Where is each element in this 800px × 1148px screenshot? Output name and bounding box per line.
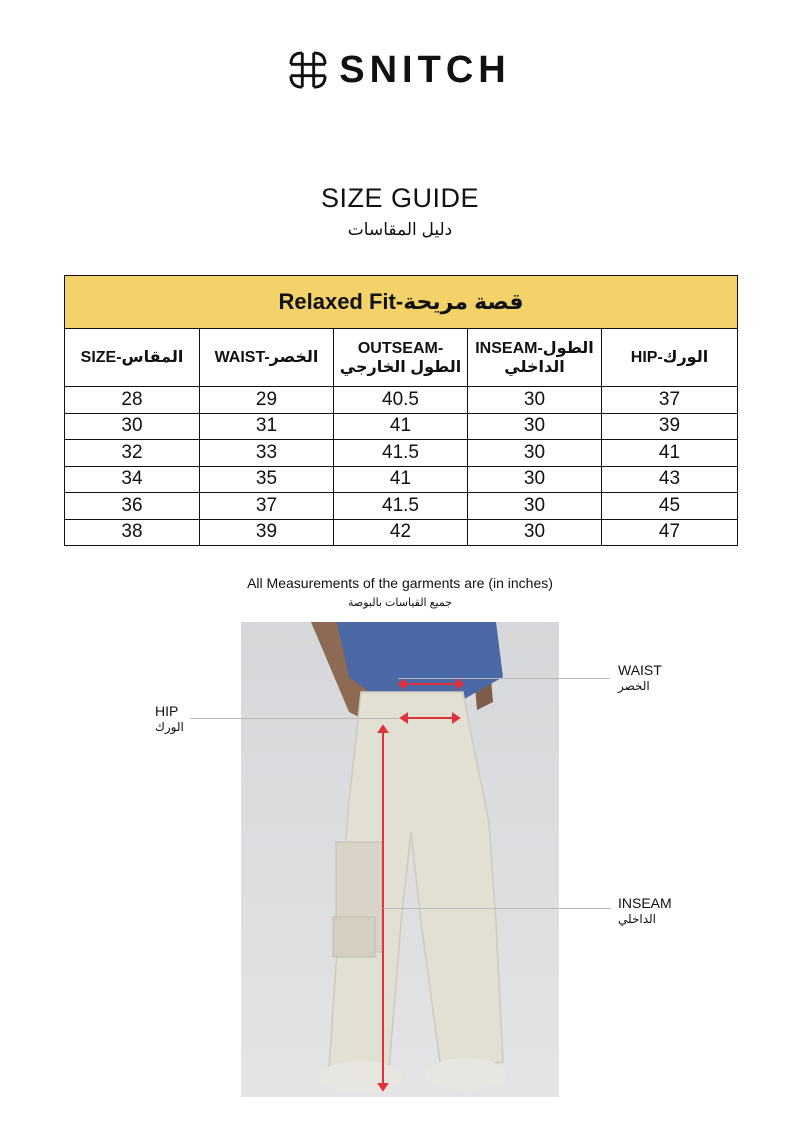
table-cell: 36 — [65, 493, 200, 520]
table-cell: 34 — [65, 466, 200, 493]
table-cell: 30 — [468, 466, 602, 493]
table-cell: 41 — [602, 440, 738, 467]
table-row — [65, 466, 738, 493]
column-header-waist: WAIST-الخصر — [200, 329, 334, 387]
table-cell: 47 — [602, 519, 738, 546]
table-cell: 41.5 — [334, 440, 468, 467]
inseam-label-en: INSEAM — [618, 895, 672, 911]
hip-guide-line — [190, 718, 400, 719]
column-header-outseam: OUTSEAM-الطول الخارجي — [334, 329, 468, 387]
size-table — [64, 275, 738, 546]
table-cell: 43 — [602, 466, 738, 493]
table-cell: 41.5 — [334, 493, 468, 520]
hip-label — [155, 703, 184, 735]
table-row — [65, 519, 738, 546]
page-title: SIZE GUIDE — [320, 183, 480, 213]
table-cell: 30 — [65, 413, 200, 440]
table-cell: 33 — [200, 440, 334, 467]
table-cell: 32 — [65, 440, 200, 467]
table-cell: 30 — [468, 519, 602, 546]
table-row — [65, 493, 738, 520]
table-cell: 30 — [468, 387, 602, 414]
waist-label-ar: الخصر — [618, 679, 650, 693]
column-header-inseam: INSEAM-الطول الداخلي — [468, 329, 602, 387]
table-cell: 42 — [334, 519, 468, 546]
brand-header — [0, 50, 800, 90]
hip-label-en: HIP — [155, 703, 179, 719]
product-photo — [241, 622, 559, 1097]
table-cell: 29 — [200, 387, 334, 414]
table-cell: 41 — [334, 413, 468, 440]
table-cell: 37 — [200, 493, 334, 520]
column-header-hip: HIP-الورك — [602, 329, 738, 387]
fit-label: Relaxed Fit-قصة مريحة — [65, 276, 738, 329]
table-cell: 35 — [200, 466, 334, 493]
cargo-pants-illustration — [241, 622, 559, 1097]
inseam-label-ar: الداخلي — [618, 912, 657, 926]
table-row — [65, 387, 738, 414]
inseam-guide-line — [383, 908, 611, 909]
table-cell: 30 — [468, 440, 602, 467]
table-cell: 39 — [602, 413, 738, 440]
inseam-label — [618, 895, 672, 927]
snitch-logo-icon — [289, 51, 327, 89]
table-cell: 41 — [334, 466, 468, 493]
brand-name: SNITCH — [339, 49, 511, 91]
table-cell: 40.5 — [334, 387, 468, 414]
measurement-note-arabic: جميع القياسات بالبوصة — [347, 597, 453, 609]
table-cell: 39 — [200, 519, 334, 546]
measurement-note: All Measurements of the garments are (in inches) — [247, 575, 553, 591]
table-cell: 30 — [468, 413, 602, 440]
waist-guide-line — [398, 678, 610, 679]
table-cell: 30 — [468, 493, 602, 520]
table-cell: 31 — [200, 413, 334, 440]
column-header-size: SIZE-المقاس — [65, 329, 200, 387]
waist-label — [618, 662, 662, 694]
table-cell: 28 — [65, 387, 200, 414]
table-row — [65, 413, 738, 440]
hip-label-ar: الورك — [155, 720, 184, 734]
table-cell: 45 — [602, 493, 738, 520]
table-cell: 37 — [602, 387, 738, 414]
table-cell: 38 — [65, 519, 200, 546]
table-row — [65, 440, 738, 467]
page-title-arabic: دليل المقاسات — [347, 220, 453, 239]
waist-label-en: WAIST — [618, 662, 662, 678]
